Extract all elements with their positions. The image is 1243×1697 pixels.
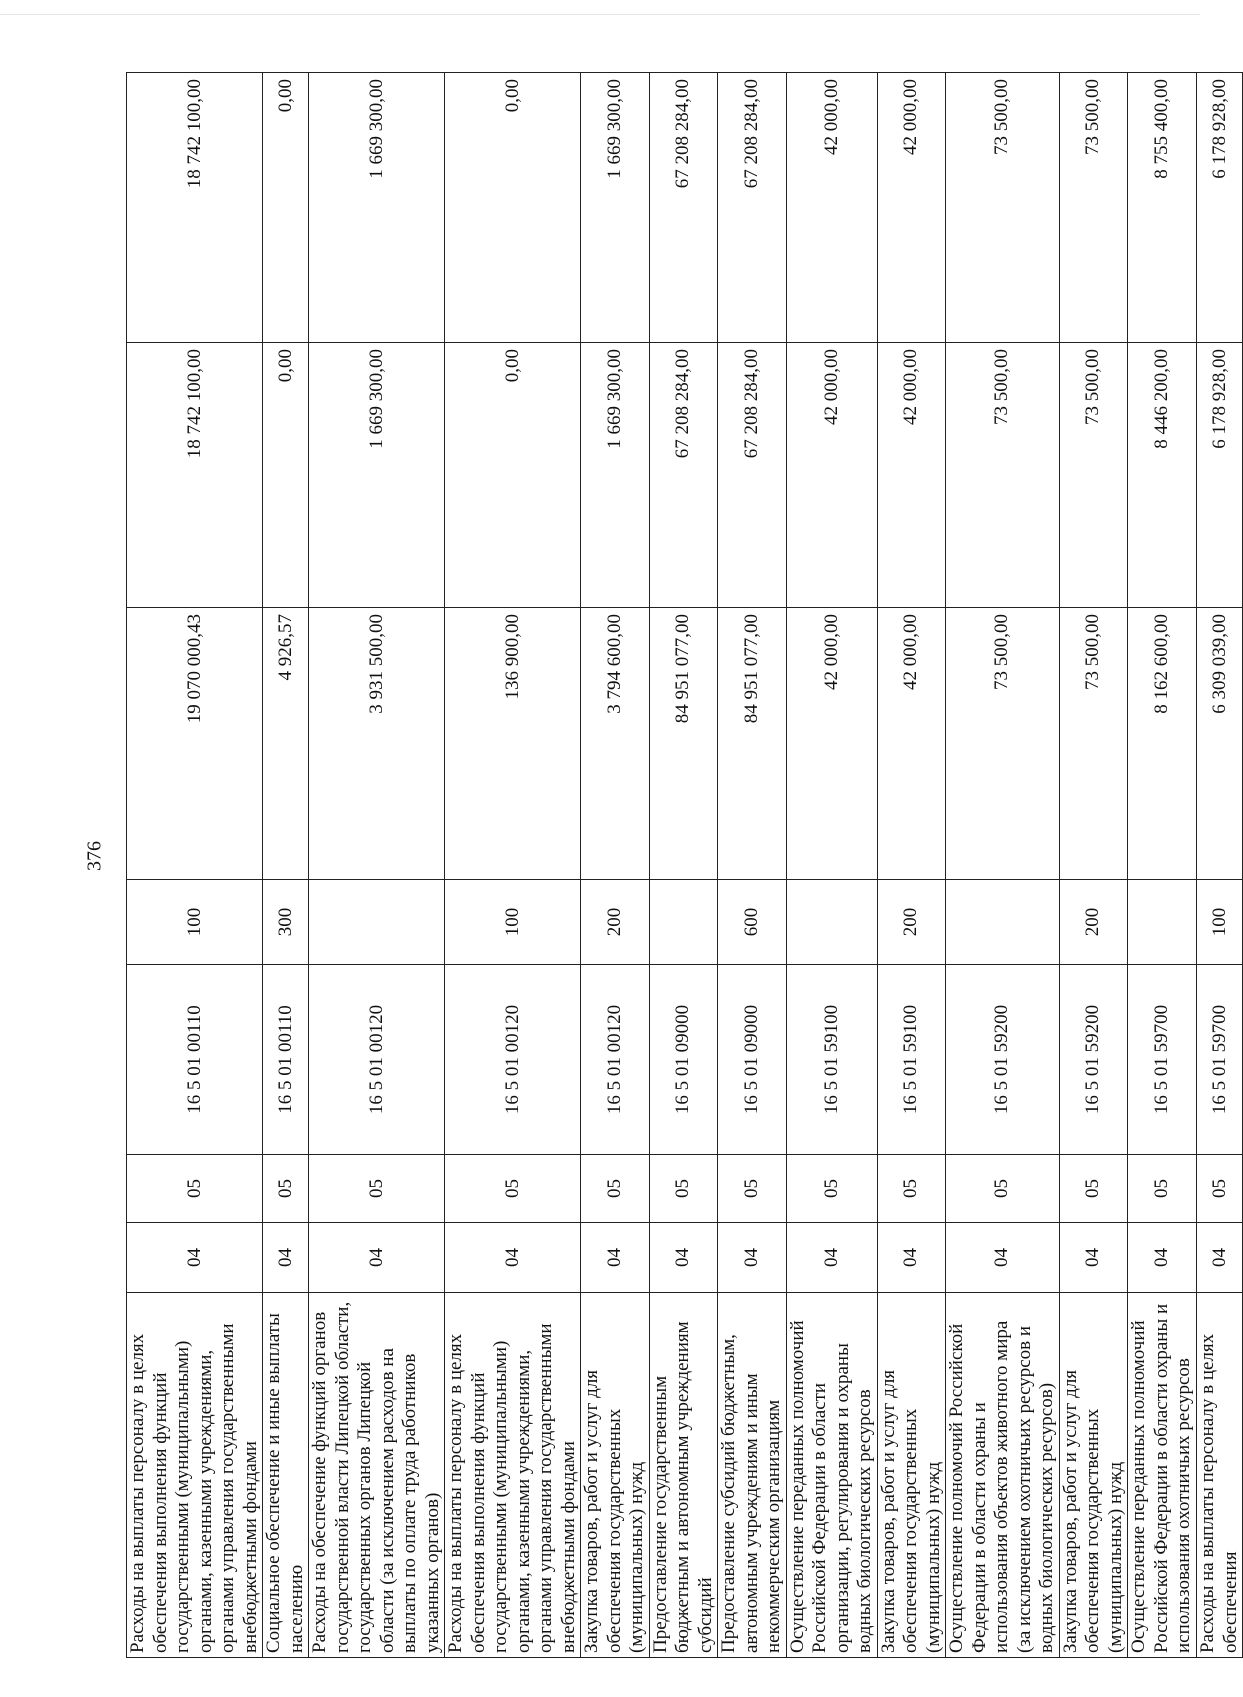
section-code: 04 — [1197, 1223, 1243, 1293]
row-description: Расходы на выплаты персоналу в целях обеспечения выполнения функций государственными (муниципальными) органами, казенными учреждениями, органами управления государственными внебюджетными фондами — [445, 1293, 581, 1658]
section-code: 04 — [1128, 1223, 1197, 1293]
amount-2: 67 208 284,00 — [649, 343, 718, 608]
expense-type-code: 200 — [877, 880, 946, 965]
row-description: Осуществление переданных полномочий Российской Федерации в области охраны и использования охотничьих ресурсов — [1128, 1293, 1197, 1658]
target-article-code: 16 5 01 00120 — [309, 965, 445, 1155]
amount-2: 42 000,00 — [877, 343, 946, 608]
table-row — [1197, 73, 1243, 1658]
section-code: 04 — [581, 1223, 650, 1293]
amount-2: 1 669 300,00 — [581, 343, 650, 608]
subsection-code: 05 — [718, 1155, 787, 1223]
subsection-code: 05 — [1128, 1155, 1197, 1223]
section-code: 04 — [877, 1223, 946, 1293]
table-row — [649, 73, 718, 1658]
section-code: 04 — [309, 1223, 445, 1293]
row-description: Закупка товаров, работ и услуг для обеспечения государственных (муниципальных) нужд — [1059, 1293, 1128, 1658]
amount-3: 67 208 284,00 — [718, 73, 787, 343]
amount-2: 0,00 — [263, 343, 309, 608]
amount-1: 136 900,00 — [445, 608, 581, 880]
table-row — [946, 73, 1060, 1658]
row-description: Расходы на выплаты персоналу в целях обеспечения выполнения функций государственными (муниципальными) органами, казенными учреждениями, органами управления государственными внебюджетными фондами — [127, 1293, 263, 1658]
amount-2: 67 208 284,00 — [718, 343, 787, 608]
row-description: Осуществление полномочий Российской Федерации в области охраны и использования объектов животного мира (за исключением охотничьих ресурсов и водных биологических ресурсов) — [946, 1293, 1060, 1658]
table-row — [786, 73, 877, 1658]
expense-type-code: 200 — [581, 880, 650, 965]
amount-3: 73 500,00 — [946, 73, 1060, 343]
subsection-code: 05 — [1059, 1155, 1128, 1223]
amount-1: 8 162 600,00 — [1128, 608, 1197, 880]
section-code: 04 — [786, 1223, 877, 1293]
table-row — [1059, 73, 1128, 1658]
expense-type-code — [309, 880, 445, 965]
subsection-code: 05 — [786, 1155, 877, 1223]
amount-3: 42 000,00 — [877, 73, 946, 343]
amount-1: 42 000,00 — [786, 608, 877, 880]
amount-1: 73 500,00 — [946, 608, 1060, 880]
section-code: 04 — [649, 1223, 718, 1293]
expense-type-code: 100 — [127, 880, 263, 965]
amount-1: 42 000,00 — [877, 608, 946, 880]
amount-3: 0,00 — [445, 73, 581, 343]
expense-type-code: 600 — [718, 880, 787, 965]
target-article-code: 16 5 01 00120 — [445, 965, 581, 1155]
section-code: 04 — [1059, 1223, 1128, 1293]
expense-type-code: 200 — [1059, 880, 1128, 965]
row-description: Социальное обеспечение и иные выплаты населению — [263, 1293, 309, 1658]
subsection-code: 05 — [946, 1155, 1060, 1223]
subsection-code: 05 — [309, 1155, 445, 1223]
target-article-code: 16 5 01 00120 — [581, 965, 650, 1155]
table-row — [127, 73, 263, 1658]
subsection-code: 05 — [581, 1155, 650, 1223]
amount-2: 73 500,00 — [946, 343, 1060, 608]
amount-3: 1 669 300,00 — [581, 73, 650, 343]
section-code: 04 — [718, 1223, 787, 1293]
subsection-code: 05 — [877, 1155, 946, 1223]
table-row — [1128, 73, 1197, 1658]
expense-type-code: 100 — [445, 880, 581, 965]
amount-3: 0,00 — [263, 73, 309, 343]
amount-1: 19 070 000,43 — [127, 608, 263, 880]
table-row — [877, 73, 946, 1658]
amount-2: 18 742 100,00 — [127, 343, 263, 608]
amount-3: 42 000,00 — [786, 73, 877, 343]
amount-3: 67 208 284,00 — [649, 73, 718, 343]
subsection-code: 05 — [127, 1155, 263, 1223]
amount-1: 3 931 500,00 — [309, 608, 445, 880]
section-code: 04 — [445, 1223, 581, 1293]
amount-3: 1 669 300,00 — [309, 73, 445, 343]
subsection-code: 05 — [263, 1155, 309, 1223]
row-description: Закупка товаров, работ и услуг для обеспечения государственных (муниципальных) нужд — [877, 1293, 946, 1658]
section-code: 04 — [127, 1223, 263, 1293]
table-row — [445, 73, 581, 1658]
row-description: Расходы на обеспечение функций органов государственной власти Липецкой области, государственных органов Липецкой области (за исключением расходов на выплаты по оплате труда работников указанных органов) — [309, 1293, 445, 1658]
table-row — [581, 73, 650, 1658]
amount-1: 6 309 039,00 — [1197, 608, 1243, 880]
expense-type-code: 300 — [263, 880, 309, 965]
amount-1: 84 951 077,00 — [718, 608, 787, 880]
amount-3: 8 755 400,00 — [1128, 73, 1197, 343]
table-row — [718, 73, 787, 1658]
row-description: Расходы на выплаты персоналу в целях обеспечения — [1197, 1293, 1243, 1658]
section-code: 04 — [263, 1223, 309, 1293]
amount-2: 8 446 200,00 — [1128, 343, 1197, 608]
expense-type-code — [1128, 880, 1197, 965]
table-row — [263, 73, 309, 1658]
expense-type-code: 100 — [1197, 880, 1243, 965]
subsection-code: 05 — [649, 1155, 718, 1223]
subsection-code: 05 — [445, 1155, 581, 1223]
target-article-code: 16 5 01 59700 — [1197, 965, 1243, 1155]
target-article-code: 16 5 01 59100 — [786, 965, 877, 1155]
row-description: Закупка товаров, работ и услуг для обеспечения государственных (муниципальных) нужд — [581, 1293, 650, 1658]
expense-type-code — [649, 880, 718, 965]
target-article-code: 16 5 01 00110 — [127, 965, 263, 1155]
target-article-code: 16 5 01 09000 — [718, 965, 787, 1155]
amount-1: 4 926,57 — [263, 608, 309, 880]
amount-3: 18 742 100,00 — [127, 73, 263, 343]
amount-2: 42 000,00 — [786, 343, 877, 608]
page-number-text: 376 — [83, 841, 106, 871]
row-description: Предоставление государственным бюджетным и автономным учреждениям субсидий — [649, 1293, 718, 1658]
amount-2: 0,00 — [445, 343, 581, 608]
row-description: Предоставление субсидий бюджетным, автономным учреждениям и иным некоммерческим организациям — [718, 1293, 787, 1658]
amount-2: 73 500,00 — [1059, 343, 1128, 608]
row-description: Осуществление переданных полномочий Российской Федерации в области организации, регулирования и охраны водных биологических ресурсов — [786, 1293, 877, 1658]
amount-3: 73 500,00 — [1059, 73, 1128, 343]
expense-type-code — [946, 880, 1060, 965]
table-row — [309, 73, 445, 1658]
target-article-code: 16 5 01 59700 — [1128, 965, 1197, 1155]
scan-edge — [0, 14, 1200, 15]
target-article-code: 16 5 01 59200 — [946, 965, 1060, 1155]
expense-type-code — [786, 880, 877, 965]
amount-2: 1 669 300,00 — [309, 343, 445, 608]
target-article-code: 16 5 01 59200 — [1059, 965, 1128, 1155]
budget-table — [126, 72, 1243, 1658]
target-article-code: 16 5 01 59100 — [877, 965, 946, 1155]
section-code: 04 — [946, 1223, 1060, 1293]
amount-1: 73 500,00 — [1059, 608, 1128, 880]
subsection-code: 05 — [1197, 1155, 1243, 1223]
target-article-code: 16 5 01 09000 — [649, 965, 718, 1155]
budget-table-rotated — [126, 73, 1241, 1658]
amount-3: 6 178 928,00 — [1197, 73, 1243, 343]
amount-1: 3 794 600,00 — [581, 608, 650, 880]
target-article-code: 16 5 01 00110 — [263, 965, 309, 1155]
amount-1: 84 951 077,00 — [649, 608, 718, 880]
amount-2: 6 178 928,00 — [1197, 343, 1243, 608]
